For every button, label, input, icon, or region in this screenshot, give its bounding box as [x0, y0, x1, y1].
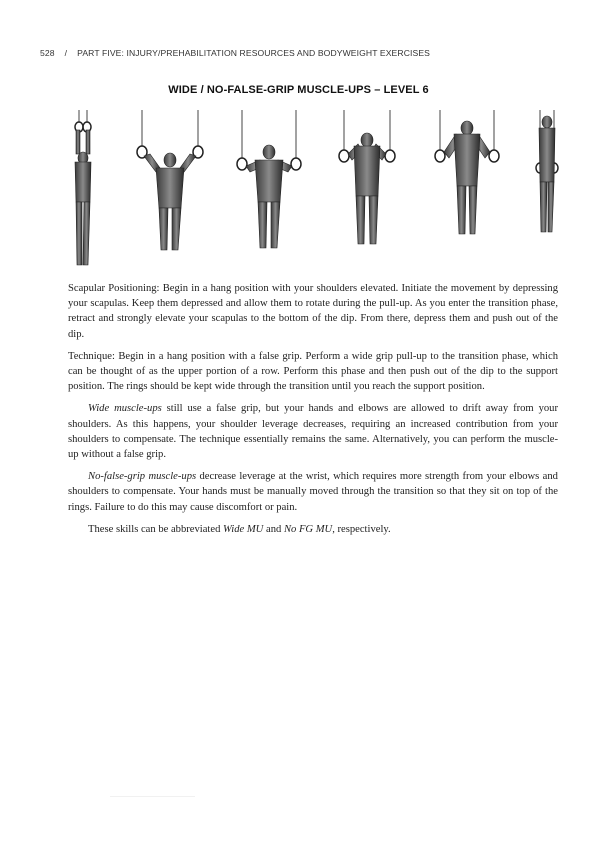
- abbreviation-paragraph: [68, 522, 558, 537]
- exercise-description: [68, 281, 558, 544]
- athlete-figure-6: [536, 110, 558, 232]
- athlete-figure-5: [435, 110, 499, 234]
- part-title: PART FIVE: INJURY/PREHABILITATION RESOURCES AND BODYWEIGHT EXERCISES: [77, 48, 430, 58]
- wide-muscle-ups-text: still use a false grip, but your hands and elbows are allowed to drift away from your shoulders. As this happens, your shoulder leverage decreases, requiring an increased contribution from your shoulders to compensate. The technique essentially remains the same. Alternatively, you can perform the muscle-up without a false grip.: [68, 403, 558, 461]
- page-number: 528: [40, 48, 55, 58]
- no-false-grip-text: decrease leverage at the wrist, which requires more strength from your elbows and shoulders to compensate. Your hands must be manually moved through the transition so that they sit on top of the rings. Failure to do this may cause discomfort or pain.: [68, 471, 558, 513]
- exercise-title: WIDE / NO-FALSE-GRIP MUSCLE-UPS – LEVEL 6: [168, 84, 429, 96]
- wide-muscle-ups-term: Wide muscle-ups: [88, 403, 162, 415]
- abbreviation-tail: , respectively.: [332, 523, 391, 535]
- athlete-figure-3: [237, 110, 301, 248]
- abbreviation-lead: These skills can be abbreviated: [88, 523, 224, 535]
- muscle-up-sequence-illustration: [50, 110, 570, 276]
- no-false-grip-paragraph: [68, 469, 558, 515]
- athlete-figure-4: [339, 110, 395, 244]
- athlete-figure-1: [75, 110, 91, 265]
- abbreviation-and: and: [263, 523, 284, 535]
- wide-muscle-ups-paragraph: [68, 401, 558, 462]
- muscle-up-sequence-figure: [50, 110, 570, 276]
- athlete-figure-2: [137, 110, 203, 250]
- header-separator: /: [64, 48, 68, 58]
- abbreviation-no-fg-mu: No FG MU: [283, 523, 333, 535]
- abbreviation-wide-mu: Wide MU: [223, 523, 264, 535]
- technique-paragraph: Technique: Begin in a hang position with a false grip. Perform a wide grip pull-up to the transition phase, which can be thought of as the upper portion of a row. Perform this phase and then push out of the dip to the support position. The rings should be kept wide through the transition until you reach the support position.: [68, 350, 558, 393]
- no-false-grip-term: No-false-grip muscle-ups: [88, 471, 197, 483]
- footer-rule: [110, 796, 195, 797]
- scapular-positioning-paragraph: Scapular Positioning: Begin in a hang position with your shoulders elevated. Initiate the movement by depressing your scapulas. Keep them depressed and allow them to rotate during the pull-up. As you enter the transition phase, retract and strongly elevate your scapulas to the bottom of the dip. From there, depress them and push out of the dip.: [68, 283, 558, 340]
- running-header: [40, 48, 430, 58]
